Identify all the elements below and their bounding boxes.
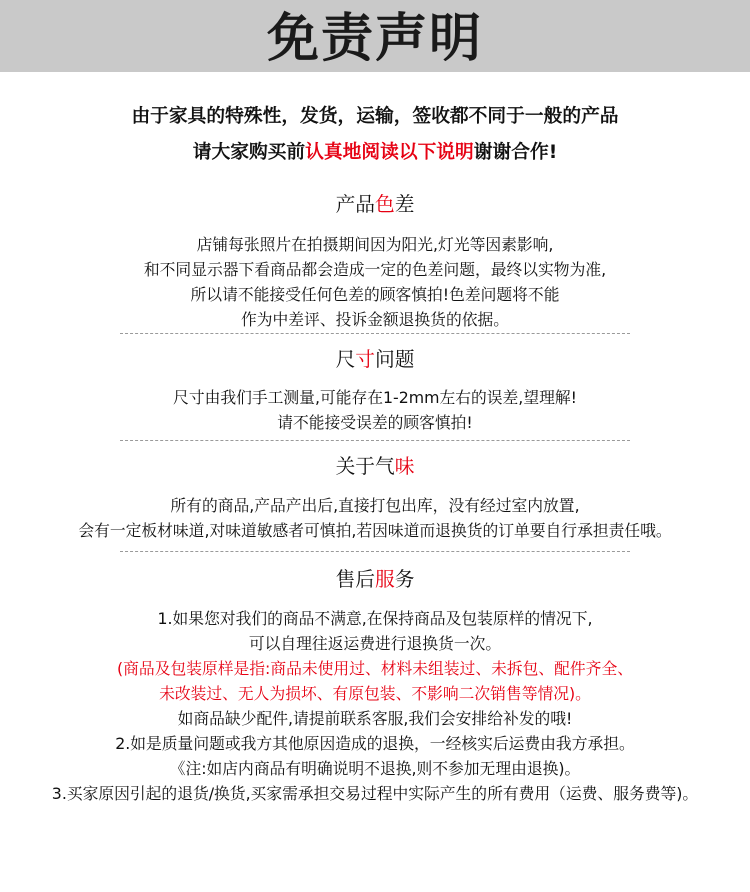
service-line-7: 《注:如店内商品有明确说明不退换,则不参加无理由退换)。 <box>169 759 581 778</box>
color-line-3: 所以请不能接受任何色差的顾客慎拍!色差问题将不能 <box>190 285 560 304</box>
intro-line-2-before: 请大家购买前 <box>192 142 306 163</box>
service-line-3: (商品及包装原样是指:商品未使用过、材料未组装过、未拆包、配件齐全、 <box>117 659 633 678</box>
color-line-4: 作为中差评、投诉金额退换货的依据。 <box>240 310 510 329</box>
color-line-2: 和不同显示器下看商品都会造成一定的色差问题，最终以实物为准, <box>143 260 607 279</box>
heading-text: 售后 <box>335 568 375 591</box>
color-line-1: 店铺每张照片在拍摄期间因为阳光,灯光等因素影响, <box>196 235 554 254</box>
heading-text: 问题 <box>375 348 415 371</box>
section-heading-color <box>0 188 750 217</box>
heading-highlight: 寸 <box>355 348 375 371</box>
heading-highlight: 色 <box>375 193 395 216</box>
heading-text: 关于气 <box>335 455 395 478</box>
size-line-1: 尺寸由我们手工测量,可能存在1-2mm左右的误差,望理解! <box>173 388 577 407</box>
heading-text: 产品 <box>335 193 375 216</box>
section-heading-size <box>0 343 750 372</box>
heading-text: 尺 <box>335 348 356 371</box>
smell-line-1: 所有的商品,产品产出后,直接打包出库，没有经过室内放置, <box>170 496 580 515</box>
page-title: 免责声明 <box>266 9 483 69</box>
intro-line-2-after: 谢谢合作! <box>473 142 558 163</box>
heading-text: 务 <box>394 568 415 591</box>
size-line-2: 请不能接受误差的顾客慎拍! <box>277 413 473 432</box>
service-line-8: 3.买家原因引起的退货/换货,买家需承担交易过程中实际产生的所有费用（运费、服务费等)。 <box>51 784 699 803</box>
section-heading-service <box>0 563 750 592</box>
service-line-6: 2.如是质量问题或我方其他原因造成的退换，一经核实后运费由我方承担。 <box>115 734 635 753</box>
intro-line-2-highlight: 认真地阅读以下说明 <box>305 142 474 163</box>
divider <box>120 551 630 552</box>
smell-line-2: 会有一定板材味道,对味道敏感者可慎拍,若因味道而退换货的订单要自行承担责任哦。 <box>78 521 672 540</box>
divider <box>120 440 630 441</box>
service-line-5: 如商品缺少配件,请提前联系客服,我们会安排给补发的哦! <box>177 709 573 728</box>
divider <box>120 333 630 334</box>
section-heading-smell <box>0 450 750 479</box>
service-line-2: 可以自理往返运费进行退换货一次。 <box>248 634 502 653</box>
service-line-4: 未改装过、无人为损坏、有原包装、不影响二次销售等情况)。 <box>159 684 591 703</box>
heading-text: 差 <box>394 193 415 216</box>
intro-line-2 <box>0 137 750 164</box>
intro-line-1: 由于家具的特殊性，发货，运输，签收都不同于一般的产品 <box>131 106 619 127</box>
heading-highlight: 服 <box>375 568 395 591</box>
service-line-1: 1.如果您对我们的商品不满意,在保持商品及包装原样的情况下, <box>157 609 593 628</box>
heading-highlight: 味 <box>394 455 415 478</box>
